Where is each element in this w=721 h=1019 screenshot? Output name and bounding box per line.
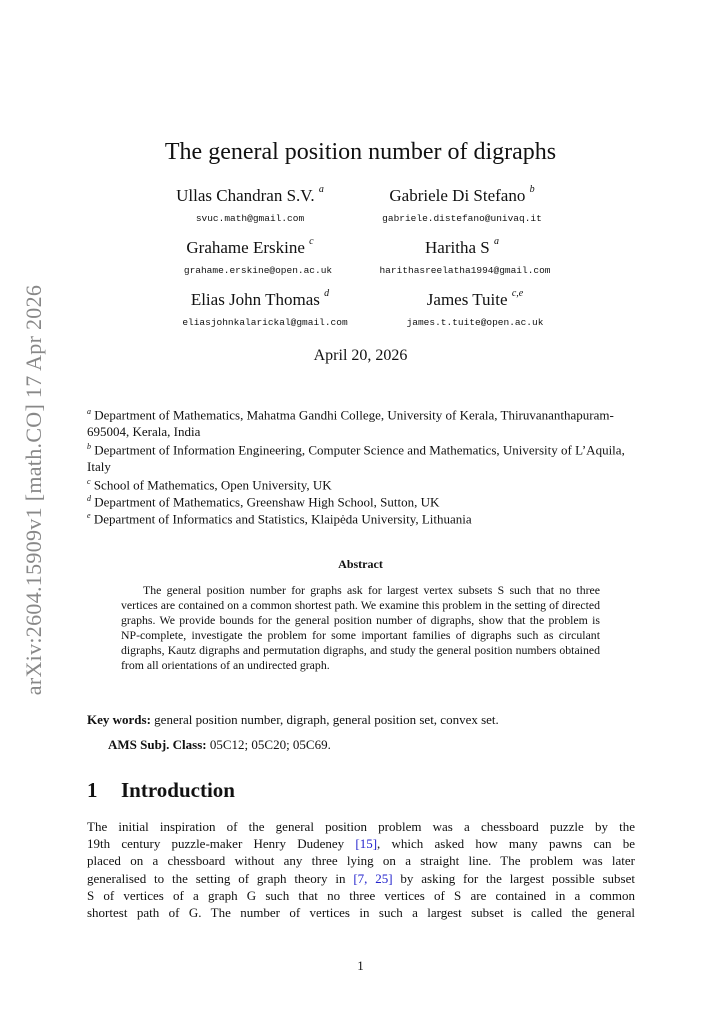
author-email[interactable]: harithasreelatha1994@gmail.com <box>379 265 551 276</box>
intro-line: The initial inspiration of the general position problem was a chessboard puzzle by the <box>87 819 635 834</box>
author-name: Ullas Chandran S.V. $^a$ <box>176 184 324 205</box>
intro-line: 19th century puzzle-maker Henry Dudeney [15], which asked how many pawns can be <box>87 836 635 852</box>
affiliation: $^a$ Department of Mathematics, Mahatma Gandhi College, University of Kerala, Thiruvananthapuram-695004, Kerala, India <box>87 407 614 440</box>
author-name: Grahame Erskine $^c$ <box>186 236 314 257</box>
citation-link[interactable]: [7, 25] <box>353 870 393 886</box>
keywords: Key words: general position number, digraph, general position set, convex set. <box>87 712 499 727</box>
paper-date: April 20, 2026 <box>313 347 408 364</box>
author-name: Gabriele Di Stefano $^b$ <box>389 184 535 205</box>
arxiv-id: arXiv:2604.15909v1 [math.CO] 17 Apr 2026 <box>21 284 46 696</box>
abstract-text: The general position number for graphs ask for largest vertex subsets S such that no three vertices are contained on a common shortest path. We examine this problem in the setting of directed graphs. We provide bounds for the general position number of digraphs, show that the problem is NP-complete, investigate the problem for some important families of digraphs such as circulant digraphs, Kautz digraphs and permutation digraphs, and study the general position numbers obtained from all orientations of an undirected graph. <box>121 583 600 673</box>
author-email[interactable]: grahame.erskine@open.ac.uk <box>183 265 333 276</box>
paper-title: The general position number of digraphs <box>164 139 557 165</box>
affiliation: $^d$ Department of Mathematics, Greenshaw High School, Sutton, UK <box>87 494 440 510</box>
author-email[interactable]: gabriele.distefano@univaq.it <box>382 213 542 224</box>
intro-line: S of vertices of a graph G such that no three vertices of S are contained in a common <box>87 887 635 903</box>
author-name: Elias John Thomas $^d$ <box>190 288 330 309</box>
affiliation: $^e$ Department of Informatics and Statistics, Klaipėda University, Lithuania <box>87 511 472 527</box>
page-number: 1 <box>357 958 364 973</box>
ams-class: AMS Subj. Class: 05C12; 05C20; 05C69. <box>108 737 331 752</box>
intro-paragraph <box>87 818 635 921</box>
author-name: James Tuite $^{c,e}$ <box>426 288 524 309</box>
abstract-heading: Abstract <box>338 557 383 571</box>
author-email[interactable]: james.t.tuite@open.ac.uk <box>406 317 544 328</box>
intro-line: generalised to the setting of graph theory in [7, 25] by asking for the largest possible subset <box>87 870 635 886</box>
author-email[interactable]: svuc.math@gmail.com <box>195 213 305 224</box>
section-heading: 1 Introduction <box>87 778 235 802</box>
intro-line: placed on a chessboard without any three lying on a straight line. The problem was later <box>87 853 635 869</box>
affiliation: $^c$ School of Mathematics, Open University, UK <box>87 477 332 493</box>
author-name: Haritha S $^a$ <box>425 236 499 257</box>
intro-line: shortest path of G. The number of vertices in such a largest subset is called the general <box>87 904 635 920</box>
citation-link[interactable]: [15] <box>355 836 378 852</box>
author-email[interactable]: eliasjohnkalarickal@gmail.com <box>182 317 348 328</box>
affiliation: $^b$ Department of Information Engineering, Computer Science and Mathematics, University of L’Aquila, Italy <box>87 442 625 475</box>
